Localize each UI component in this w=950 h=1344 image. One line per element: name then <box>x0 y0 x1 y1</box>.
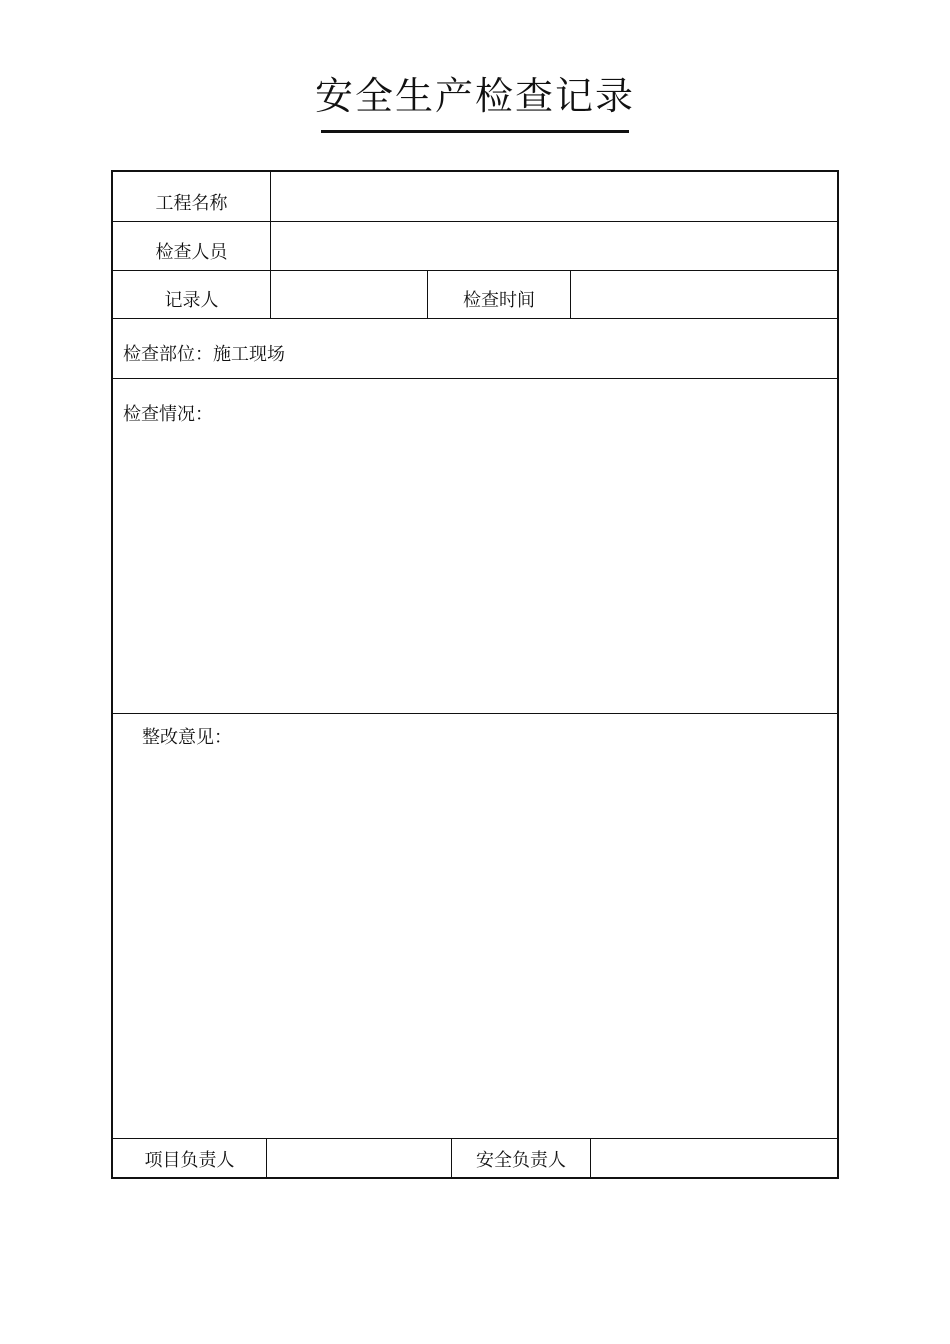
project-name-label: 工程名称 <box>155 193 228 214</box>
rectification-label: 整改意见： <box>142 727 232 748</box>
project-manager-label: 项目负责人 <box>144 1150 235 1171</box>
inspection-time-field[interactable] <box>571 282 837 312</box>
recorder-label: 记录人 <box>164 290 219 311</box>
page-title: 安全生产检查记录 <box>314 74 635 118</box>
inspectors-field[interactable] <box>271 235 837 265</box>
row-divider <box>113 270 837 271</box>
inspection-form <box>111 170 839 1179</box>
safety-manager-label: 安全负责人 <box>476 1150 566 1171</box>
safety-manager-signature-field[interactable] <box>591 1140 837 1177</box>
row-divider <box>113 713 837 714</box>
title-underline <box>321 130 629 133</box>
rectification-area[interactable] <box>123 757 823 1127</box>
inspectors-label: 检查人员 <box>155 242 228 263</box>
inspection-time-label: 检查时间 <box>463 290 535 311</box>
project-name-field[interactable] <box>271 186 837 216</box>
row-divider <box>113 318 837 319</box>
row-divider <box>113 1138 837 1139</box>
inspection-location-text: 检查部位：施工现场 <box>123 344 285 365</box>
row-divider <box>113 378 837 379</box>
project-manager-signature-field[interactable] <box>267 1140 451 1177</box>
recorder-field[interactable] <box>271 282 427 312</box>
inspection-situation-area[interactable] <box>123 432 823 702</box>
row-divider <box>113 221 837 222</box>
inspection-situation-label: 检查情况： <box>123 404 213 425</box>
